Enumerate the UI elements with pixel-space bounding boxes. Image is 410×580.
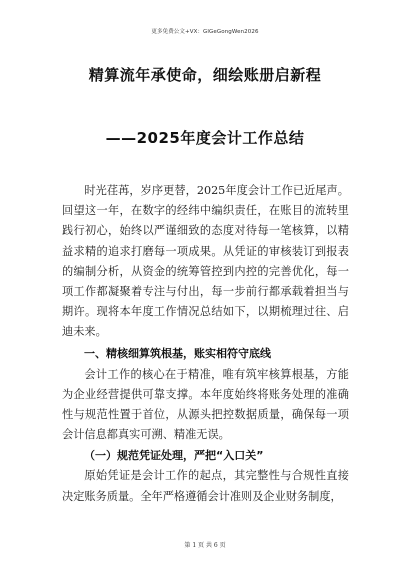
subsection-heading-1: （一）规范凭证处理，严把“入口关” — [84, 449, 264, 463]
section-1-paragraph: 会计工作的核心在于精准，唯有筑牢核算根基，方能为企业经营提供可靠支撑。本年度始终将账务处理的准确性与规范性置于首位，从源头把控数据质量，确保每一项会计信息都真实可溯、精准无误。 — [62, 367, 349, 442]
document-title: 精算流年承使命，细绘账册启新程 — [88, 66, 322, 84]
document-body — [62, 181, 349, 507]
document-subtitle: ——2025年度会计工作总结 — [105, 129, 305, 147]
section-heading-1: 一、精核细算筑根基，账实相符守底线 — [84, 346, 271, 360]
page-footer: 第 1 页 共 6 页 — [184, 542, 226, 549]
header-note: 更多免费公文+VX：GlGeGongWen2026 — [151, 29, 259, 35]
intro-paragraph: 时光荏苒，岁序更替，2025年度会计工作已近尾声。回望这一年，在数字的经纬中编织责任，在账目的流转里践行初心，始终以严谨细致的态度对待每一笔核算，以精益求精的追求打磨每一项成果。从凭证的审核装订到报表的编制分析，从资金的统筹管控到内控的完善优化，每一项工作都凝聚着专注与付出，每一步前行都承载着担当与期许。现将本年度工作情况总结如下，以期梳理过往、启迪未来。 — [62, 184, 349, 339]
subsection-1-paragraph: 原始凭证是会计工作的起点，其完整性与合规性直接决定账务质量。全年严格遵循会计准则及企业财务制度， — [62, 469, 349, 503]
